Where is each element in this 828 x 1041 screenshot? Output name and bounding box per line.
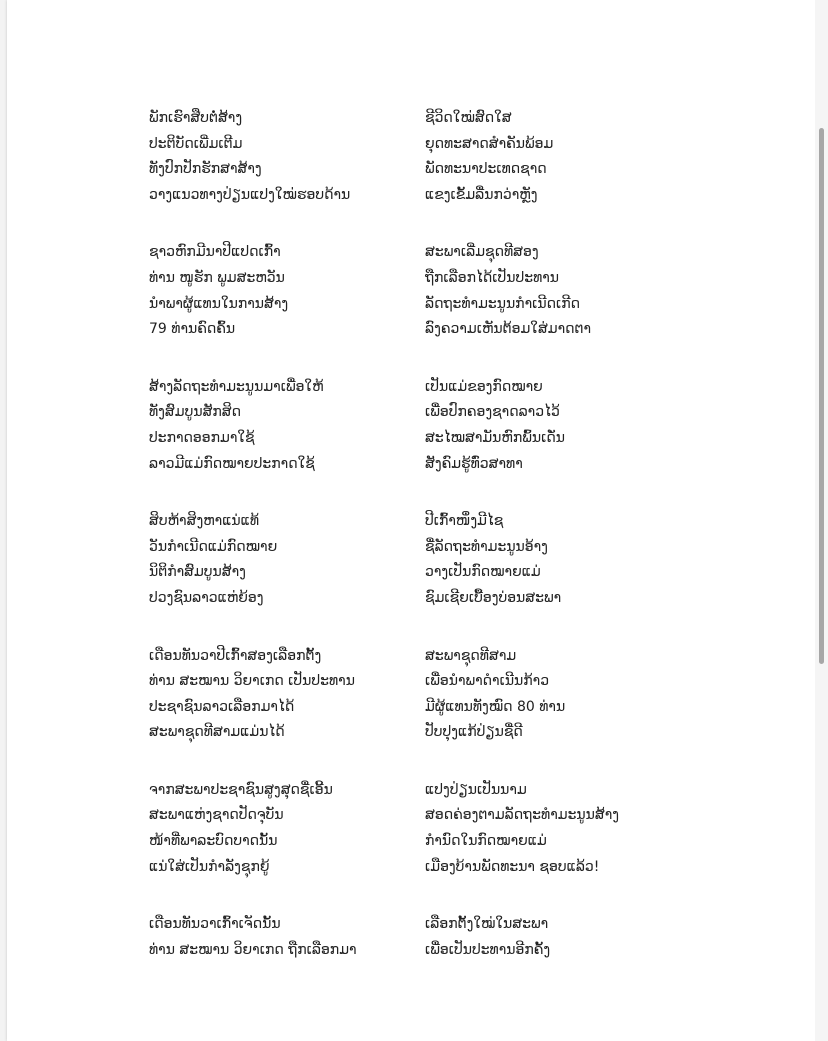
stanza-left-column [149, 778, 425, 880]
poem-line: ລັດຖະທຳມະນູນກຳເນີດເກີດ [425, 295, 580, 312]
poem-line: ສະພາແຫ່ງຊາດປັດຈຸບັນ [149, 807, 284, 824]
stanza-right-column [425, 375, 669, 477]
poem-line: ຊື່ລັດຖະທຳມະນູນອ້າງ [425, 538, 548, 555]
document-page [7, 0, 815, 1041]
poem-line: ປະຕິບັດເພີ່ມເຕີມ [149, 135, 243, 152]
stanza [149, 240, 669, 342]
stanza [149, 375, 669, 477]
stanza-right-column [425, 778, 669, 880]
poem-line: ເດືອນທັນວາເກົ້າເຈັດນັ້ນ [149, 916, 281, 933]
poem-line: ເມືອງບ້ານພັດທະນາ ຊອບແລ້ວ! [425, 858, 600, 875]
poem-line: ເພື່ອນຳພາດຳເນີນກ້າວ [425, 673, 550, 690]
scrollbar-thumb[interactable] [819, 128, 824, 664]
poem-line: ປະກາດອອກມາໃຊ້ [149, 429, 255, 446]
poem-line: ປີເກົ້າໜຶ່ງມີໄຊ [425, 513, 504, 530]
poem-line: ຈາກສະພາປະຊາຊົນສູງສຸດຊື່ເອີ້ນ [149, 781, 333, 798]
poem-line: ວັນກຳເນີດແມ່ກົດໝາຍ [149, 538, 278, 555]
poem-line: ນຳພາຜູ້ແທນໃນການສ້າງ [149, 295, 289, 312]
poem-line: ສ້າງລັດຖະທຳມະນູນມາເພື່ອໃຫ້ [149, 378, 324, 395]
poem-line: ເດືອນທັນວາປີເກົ້າສອງເລືອກຕັ້ງ [149, 647, 322, 664]
poem-line: ປະຊາຊົນລາວເລືອກມາໄດ້ [149, 698, 295, 715]
stanza-left-column [149, 240, 425, 342]
poem-line: ທ່ານ ໜູຮັກ ພູມສະຫວັນ [149, 269, 285, 286]
poem-line: ແຂງເຂັ້ມລື່ນກວ່າຫຼັງ [425, 186, 538, 203]
poem-line: ສອດຄ່ອງຕາມລັດຖະທຳມະນູນສ້າງ [425, 807, 620, 824]
poem-line: ລົງຄວາມເຫັນຕ້ອມໃສ່ມາດຕາ [425, 321, 592, 338]
stanza-left-column [149, 509, 425, 611]
poem-line: ວາງເປັນກົດໝາຍແມ່ [425, 564, 541, 581]
poem-line: ເລືອກຕັ້ງໃໝ່ໃນສະພາ [425, 916, 549, 933]
stanza [149, 778, 669, 880]
poem-body [149, 106, 669, 995]
poem-line: ລາວມີແມ່ກົດໝາຍປະກາດໃຊ້ [149, 455, 315, 472]
stanza-left-column [149, 912, 425, 963]
poem-line: ເພື່ອເປັນປະທານອີກຄັ້ງ [425, 941, 551, 958]
poem-line: ສິບຫ້າສິງຫາແນ່ແທ້ [149, 513, 260, 530]
stanza-right-column [425, 912, 669, 963]
poem-line: ຖືກເລືອກໄດ້ເປັນປະທານ [425, 269, 560, 286]
poem-line: ແປງປ່ຽນເປັນນາມ [425, 781, 527, 798]
poem-line: ທັງສົມບູນສັກສິດ [149, 404, 242, 421]
poem-line: ຍຸດທະສາດສຳຄັນພ້ອມ [425, 135, 554, 152]
poem-line: ປັບປຸງແກ້ປ່ຽນຊື່ດີ [425, 724, 523, 741]
stanza-left-column [149, 375, 425, 477]
poem-line: ທັງປົກປັກຮັກສາສ້າງ [149, 161, 262, 178]
poem-line: ທ່ານ ສະໝານ ວິຍາເກດ ເປັນປະທານ [149, 673, 355, 690]
poem-line: ຊີວິດໃໝ່ສົດໃສ [425, 110, 512, 126]
poem-line: ເປັນແມ່ຂອງກົດໝາຍ [425, 378, 543, 395]
stanza-right-column [425, 106, 669, 208]
poem-line: ຊົມເຊີຍເບື້ອງບ່ອນສະພາ [425, 589, 562, 606]
poem-line: ເພື່ອປົກຄອງຊາດລາວໄວ້ [425, 404, 560, 421]
stanza-left-column [149, 644, 425, 746]
poem-line: ປວງຊົນລາວແຫ່ຍ້ອງ [149, 589, 264, 606]
poem-line: ມີຜູ້ແທນທັງໝົດ 80 ທ່ານ [425, 698, 566, 715]
stanza [149, 106, 669, 208]
poem-line: ທ່ານ ສະໝານ ວິຍາເກດ ຖືກເລືອກມາ [149, 941, 357, 958]
poem-line: ໜ້າທີ່ພາລະບົດບາດນັ້ນ [149, 833, 278, 850]
poem-line: ສະພາຊຸດທີສາມ [425, 647, 517, 664]
vertical-scrollbar[interactable] [815, 0, 828, 1041]
stanza-right-column [425, 240, 669, 342]
stanza [149, 509, 669, 611]
stanza-left-column [149, 106, 425, 208]
poem-line: ສະພາຊຸດທີສາມແມ່ນໄດ້ [149, 724, 285, 741]
stanza [149, 644, 669, 746]
poem-line: ສະໄໝສາມັນຫົກພົ້ນເດັ່ນ [425, 429, 565, 446]
stanza-right-column [425, 644, 669, 746]
poem-line: ນິຕິກຳສົມບູນສ້າງ [149, 564, 246, 581]
poem-line: ພັດທະນາປະເທດຊາດ [425, 161, 547, 178]
poem-line: 79 ທ່ານຄົດຄົ້ນ [149, 321, 236, 338]
poem-line: ແນ່ໃສ່ເປັນກຳລັງຊຸກຍູ້ [149, 858, 270, 875]
poem-line: ສັງຄົມຮູ້ທົ່ວສາທາ [425, 455, 523, 472]
poem-line: ຊາວຫົກມີນາປີແປດເກົ້າ [149, 244, 281, 261]
poem-line: ວາງແນວທາງປ່ຽນແປງໃໝ່ຮອບດ້ານ [149, 186, 351, 203]
poem-line: ກຳນົດໃນກົດໝາຍແມ່ [425, 833, 547, 850]
poem-line: ພັກເຮົາສືບຕໍ່ສ້າງ [149, 110, 243, 126]
stanza-right-column [425, 509, 669, 611]
stanza [149, 912, 669, 963]
poem-line: ສະພາເລີ່ມຊຸດທີສອງ [425, 244, 539, 261]
